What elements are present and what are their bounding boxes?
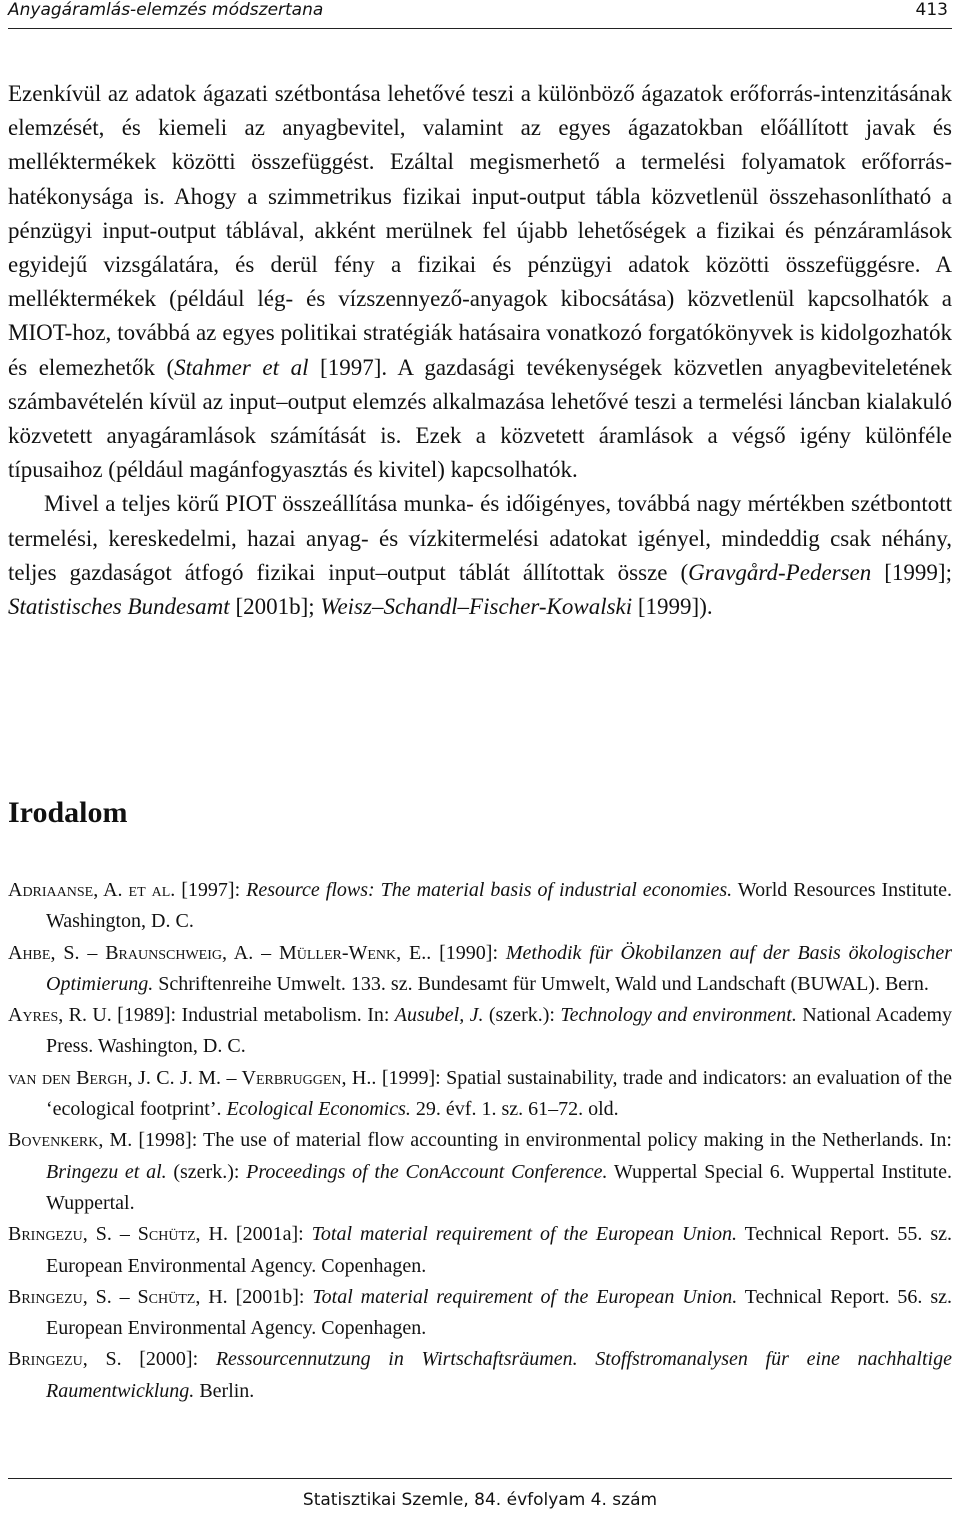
italic-text: Total material requirement of the European Union. <box>311 1223 737 1246</box>
journal-footer: Statisztikai Szemle, 84. évfolyam 4. szám <box>302 1490 658 1510</box>
running-header <box>8 0 952 29</box>
text-run: Berlin. <box>194 1379 255 1402</box>
text-run: (szerk.): <box>166 1160 247 1183</box>
reference-list <box>8 875 952 1407</box>
text-run: [2001a]: <box>227 1223 312 1246</box>
author-names: Adriaanse, A. et al. <box>8 879 176 901</box>
text-run: [1989]: Industrial metabolism. In: <box>111 1004 395 1027</box>
reference-entry <box>8 1125 952 1219</box>
reference-entry <box>8 1282 952 1345</box>
author-names: Bovenkerk, M. <box>8 1129 133 1152</box>
italic-text: Gravgård-Pedersen <box>688 559 872 585</box>
text-run: (szerk.): <box>483 1004 561 1027</box>
text-run: [1997]: <box>175 879 247 901</box>
italic-text: Ressourcennutzung in Wirtschaftsräumen. Stoffstromanalysen für eine nachhaltige Raumentwicklung. <box>46 1348 952 1402</box>
text-run: World Resources Institute. Washington, D. C. <box>46 879 952 933</box>
text-run: . [1990]: <box>426 941 506 964</box>
text-run: [2000]: <box>121 1348 216 1371</box>
text-run: [1999]; <box>871 559 952 585</box>
paragraph <box>8 487 952 624</box>
text-run: National Academy Press. Washington, D. C. <box>46 1004 953 1058</box>
italic-text: Methodik für Ökobilanzen auf der Basis ökologischer Optimierung. <box>46 941 952 995</box>
text-run: Ezenkívül az adatok ágazati szétbontása lehetővé teszi a különböző ágazatok erőforrás-intenzitásának elemzését, és kiemeli az anyagbevitel, valamint az egyes ágazatokban előállított javak és melléktermékek közötti összefüggést. Ezáltal megismerhető a termelési folyamatok erőforrás-hatékonysága is. Ahogy a szimmetrikus fizikai input-output tábla közvetlenül összehasonlítható a pénzügyi input-output táblával, akként merülnek fel újabb lehetőségek a fizikai és pénzáramlások egyidejű vizsgálatára, és derül fény a fizikai és pénzügyi adatok közötti összefüggésre. A melléktermékek (például lég- és vízszennyező-anyagok kibocsátása) közvetlenül kapcsolhatók a MIOT-hoz, továbbá az egyes politikai stratégiák hatásaira vonatkozó forgatókönyvek is kidolgozhatók és elemezhetők ( <box>8 81 952 380</box>
author-names: Bringezu, S. – Schütz, H. <box>8 1223 228 1246</box>
author-names: Ahbe, S. – Braunschweig, A. – Müller-Wenk, E. <box>8 941 427 964</box>
author-names: Ayres, R. U. <box>8 1004 112 1027</box>
author-names: Bringezu, S. <box>8 1348 122 1371</box>
italic-text: Weisz–Schandl–Fischer-Kowalski <box>320 594 633 620</box>
text-run: [1998]: The use of material flow accounting in environmental policy making in the Netherlands. In: <box>132 1129 952 1152</box>
text-run: . [1999]: Spatial sustainability, trade and indicators: an evaluation of the ‘ecological footprint’. <box>46 1066 953 1121</box>
text-run: Schriftenreihe Umwelt. 133. sz. Bundesamt für Umwelt, Wald und Landschaft (BUWAL). Bern. <box>153 972 929 995</box>
text-run: [2001b]: <box>227 1285 313 1308</box>
italic-text: Stahmer et al <box>174 354 309 380</box>
text-run: [2001b]; <box>229 594 321 620</box>
author-names: Bringezu, S. – Schütz, H. <box>8 1285 228 1308</box>
reference-entry <box>8 1000 952 1063</box>
italic-text: Statistisches Bundesamt <box>8 594 230 620</box>
text-run: Mivel a teljes körű PIOT összeállítása munka- és időigényes, továbbá nagy mértékben szétbontott termelési, kereskedelmi, hazai anyag- és vízkitermelési adatokat igényel, mindeddig csak néhány, teljes gazdaságot átfogó fizikai input–output táblát állítottak össze ( <box>8 491 952 585</box>
reference-entry <box>8 938 952 1001</box>
text-run: [1997]. A gazdasági tevékenységek közvetlen anyagbeviteletének számbavételén kívül az input–output elemzés alkalmazása lehetővé teszi a termelési láncban kialakuló közvetett anyagáramlások számítását is. Ezek a közvetett áramlások a végső igény különféle típusaihoz (például magánfogyasztás és kivitel) kapcsolhatók. <box>8 354 953 483</box>
reference-entry <box>8 1344 952 1407</box>
italic-text: Resource flows: The material basis of industrial economies. <box>246 879 733 901</box>
text-run: 29. évf. 1. sz. 61–72. old. <box>410 1098 619 1121</box>
text-run: Technical Report. 56. sz. European Environmental Agency. Copenhagen. <box>46 1285 952 1340</box>
body-text <box>8 77 952 624</box>
italic-text: Technology and environment. <box>560 1004 797 1027</box>
author-names: van den Bergh, J. C. J. M. – Verbruggen, H. <box>8 1066 372 1089</box>
running-title: Anyagáramlás-elemzés módszertana <box>8 0 324 20</box>
section-title: Irodalom <box>8 796 128 829</box>
page-number: 413 <box>915 0 948 20</box>
reference-entry <box>8 1219 952 1282</box>
reference-entry <box>8 875 952 938</box>
italic-text: Total material requirement of the European Union. <box>312 1285 738 1308</box>
text-run: Technical Report. 55. sz. European Environmental Agency. Copenhagen. <box>46 1223 952 1277</box>
paragraph <box>8 77 952 487</box>
italic-text: Ecological Economics. <box>226 1098 411 1121</box>
footer-rule <box>8 1478 952 1479</box>
text-run: Wuppertal Special 6. Wuppertal Institute. Wuppertal. <box>46 1160 952 1214</box>
italic-text: Proceedings of the ConAccount Conference. <box>246 1160 608 1183</box>
italic-text: Ausubel, J. <box>394 1004 484 1027</box>
reference-entry <box>8 1063 952 1126</box>
italic-text: Bringezu et al. <box>46 1160 167 1183</box>
text-run: [1999]). <box>632 594 713 620</box>
